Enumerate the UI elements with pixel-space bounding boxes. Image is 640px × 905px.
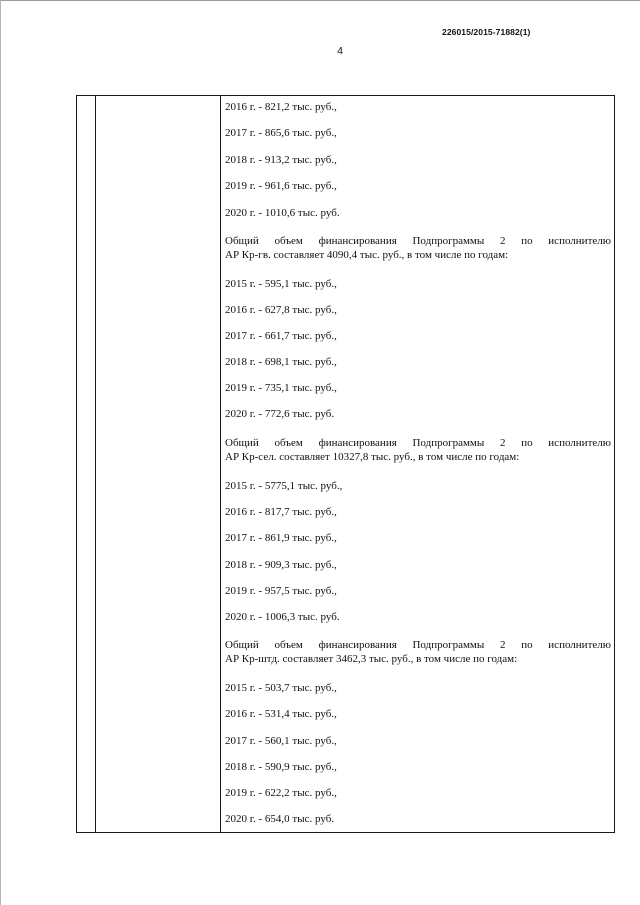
year-line: 2017 г. - 861,9 тыс. руб., xyxy=(225,532,337,544)
year-line: 2018 г. - 909,3 тыс. руб., xyxy=(225,559,337,571)
year-line: 2020 г. - 772,6 тыс. руб. xyxy=(225,408,335,420)
paragraph-line-1: Общий объем финансирования Подпрограммы 2 по исполнителю xyxy=(225,235,611,247)
paragraph-line-1: Общий объем финансирования Подпрограммы 2 по исполнителю xyxy=(225,437,611,449)
page-edge-top xyxy=(0,0,640,1)
year-line: 2020 г. - 1006,3 тыс. руб. xyxy=(225,611,340,623)
paragraph-line-2: АР Кр-сел. составляет 10327,8 тыс. руб., в том числе по годам: xyxy=(225,451,520,463)
year-line: 2019 г. - 735,1 тыс. руб., xyxy=(225,382,337,394)
year-line: 2015 г. - 595,1 тыс. руб., xyxy=(225,278,337,290)
year-line: 2019 г. - 957,5 тыс. руб., xyxy=(225,585,337,597)
year-line: 2016 г. - 817,7 тыс. руб., xyxy=(225,506,337,518)
year-line: 2019 г. - 622,2 тыс. руб., xyxy=(225,787,337,799)
year-line: 2015 г. - 503,7 тыс. руб., xyxy=(225,682,337,694)
paragraph-line-2: АР Кр-штд. составляет 3462,3 тыс. руб., в том числе по годам: xyxy=(225,653,518,665)
year-line: 2018 г. - 913,2 тыс. руб., xyxy=(225,154,337,166)
financing-paragraph xyxy=(225,234,611,262)
paragraph-line-2: АР Кр-гв. составляет 4090,4 тыс. руб., в том числе по годам: xyxy=(225,249,509,261)
column-divider-1 xyxy=(95,96,96,832)
year-line: 2019 г. - 961,6 тыс. руб., xyxy=(225,180,337,192)
year-line: 2015 г. - 5775,1 тыс. руб., xyxy=(225,480,343,492)
page-edge-left xyxy=(0,0,1,905)
year-line: 2020 г. - 654,0 тыс. руб. xyxy=(225,813,335,825)
paragraph-line-1: Общий объем финансирования Подпрограммы 2 по исполнителю xyxy=(225,639,611,651)
document-number: 226015/2015-71882(1) xyxy=(442,27,531,37)
year-line: 2018 г. - 590,9 тыс. руб., xyxy=(225,761,337,773)
financing-paragraph xyxy=(225,436,611,464)
financing-paragraph xyxy=(225,638,611,666)
page-number: 4 xyxy=(337,45,343,57)
financing-table xyxy=(76,95,615,833)
year-line: 2017 г. - 560,1 тыс. руб., xyxy=(225,735,337,747)
column-divider-2 xyxy=(220,96,221,832)
year-line: 2020 г. - 1010,6 тыс. руб. xyxy=(225,207,340,219)
year-line: 2016 г. - 627,8 тыс. руб., xyxy=(225,304,337,316)
year-line: 2018 г. - 698,1 тыс. руб., xyxy=(225,356,337,368)
year-line: 2016 г. - 821,2 тыс. руб., xyxy=(225,101,337,113)
year-line: 2017 г. - 865,6 тыс. руб., xyxy=(225,127,337,139)
year-line: 2017 г. - 661,7 тыс. руб., xyxy=(225,330,337,342)
year-line: 2016 г. - 531,4 тыс. руб., xyxy=(225,708,337,720)
